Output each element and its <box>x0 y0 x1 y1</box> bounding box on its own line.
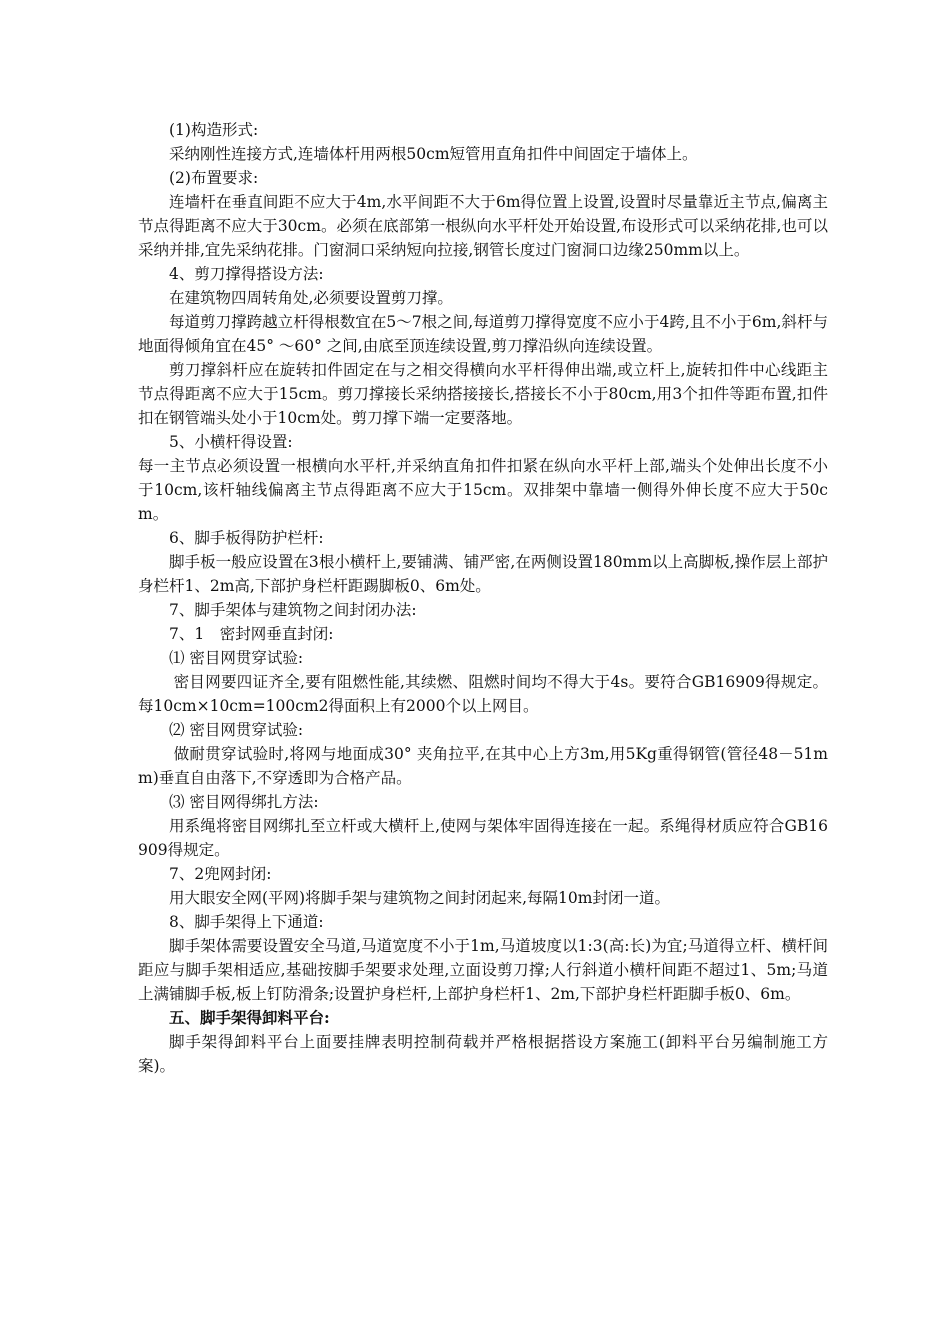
subheading-structure-form: (1)构造形式: <box>169 121 259 139</box>
paragraph-structure-form: 采纳刚性连接方式,连墙体杆用两根50cm短管用直角扣件中间固定于墙体上。 <box>169 145 698 163</box>
paragraph-small-crossbar: 每一主节点必须设置一根横向水平杆,并采纳直角扣件扣紧在纵向水平杆上部,端头个处伸出长度不小于10cm,该杆轴线偏离主节点得距离不应大于15cm。双排架中靠墙一侧得外伸长度不应大于50cm。 <box>138 457 828 523</box>
paragraph-guardrail: 脚手板一般应设置在3根小横杆上,要铺满、铺严密,在两侧设置180mm以上高脚板,操作层上部护身栏杆1、2m高,下部护身栏杆距踢脚板0、6m处。 <box>138 553 828 595</box>
document-body <box>138 118 828 1078</box>
paragraph-access-ramp: 脚手架体需要设置安全马道,马道宽度不小于1m,马道坡度以1:3(高:长)为宜;马道得立杆、横杆间距应与脚手架相适应,基础按脚手架要求处理,立面设剪刀撑;人行斜道小横杆间距不超过1、5m;马道上满铺脚手板,板上钉防滑条;设置护身栏杆,上部护身栏杆1、2m,下部护身栏杆距脚手板0、6m。 <box>138 937 828 1003</box>
heading-enclosure-method: 7、脚手架体与建筑物之间封闭办法: <box>169 601 417 619</box>
subheading-net-binding: ⑶ 密目网得绑扎方法: <box>169 793 319 811</box>
paragraph-scissor-brace-span: 每道剪刀撑跨越立杆得根数宜在5～7根之间,每道剪刀撑得宽度不应小于4跨,且不小于6m,斜杆与地面得倾角宜在45° ～60° 之间,由底至顶连续设置,剪刀撑沿纵向连续设置。 <box>138 313 828 355</box>
heading-guardrail: 6、脚手板得防护栏杆: <box>169 529 324 547</box>
paragraph-scissor-brace-fastening: 剪刀撑斜杆应在旋转扣件固定在与之相交得横向水平杆得伸出端,或立杆上,旋转扣件中心线距主节点得距离不应大于15cm。剪刀撑接长采纳搭接接长,搭接长不小于80cm,用3个扣件等距布置,扣件扣在钢管端头处小于10cm处。剪刀撑下端一定要落地。 <box>138 361 828 427</box>
paragraph-net-binding: 用系绳将密目网绑扎至立杆或大横杆上,使网与架体牢固得连接在一起。系绳得材质应符合GB16909得规定。 <box>138 817 828 859</box>
heading-scissor-brace: 4、剪刀撑得搭设方法: <box>169 265 324 283</box>
paragraph-unloading-platform: 脚手架得卸料平台上面要挂牌表明控制荷载并严格根据搭设方案施工(卸料平台另编制施工方案)。 <box>138 1033 828 1075</box>
paragraph-net-test-2: 做耐贯穿试验时,将网与地面成30° 夹角拉平,在其中心上方3m,用5Kg重得钢管(管径48－51mm)垂直自由落下,不穿透即为合格产品。 <box>138 745 828 787</box>
heading-small-crossbar: 5、小横杆得设置: <box>169 433 293 451</box>
heading-vertical-net: 7、1 密封网垂直封闭: <box>169 625 334 643</box>
subheading-layout-requirements: (2)布置要求: <box>169 169 259 187</box>
paragraph-flat-net: 用大眼安全网(平网)将脚手架与建筑物之间封闭起来,每隔10m封闭一道。 <box>169 889 670 907</box>
heading-access-ramp: 8、脚手架得上下通道: <box>169 913 324 931</box>
section-heading-unloading-platform: 五、脚手架得卸料平台: <box>169 1008 330 1027</box>
paragraph-scissor-brace-corners: 在建筑物四周转角处,必须要设置剪刀撑。 <box>169 289 453 307</box>
paragraph-net-test-1: 密目网要四证齐全,要有阻燃性能,其续燃、阻燃时间均不得大于4s。要符合GB16909得规定。每10cm×10cm=100cm2得面积上有2000个以上网目。 <box>138 673 828 715</box>
heading-flat-net: 7、2兜网封闭: <box>169 865 272 883</box>
subheading-net-test-1: ⑴ 密目网贯穿试验: <box>169 649 304 667</box>
paragraph-layout-requirements: 连墙杆在垂直间距不应大于4m,水平间距不大于6m得位置上设置,设置时尽量靠近主节点,偏离主节点得距离不应大于30cm。必须在底部第一根纵向水平杆处开始设置,布设形式可以采纳花排,也可以采纳并排,宜先采纳花排。门窗洞口采纳短向拉接,钢管长度过门窗洞口边缘250mm以上。 <box>138 193 828 259</box>
subheading-net-test-2: ⑵ 密目网贯穿试验: <box>169 721 304 739</box>
